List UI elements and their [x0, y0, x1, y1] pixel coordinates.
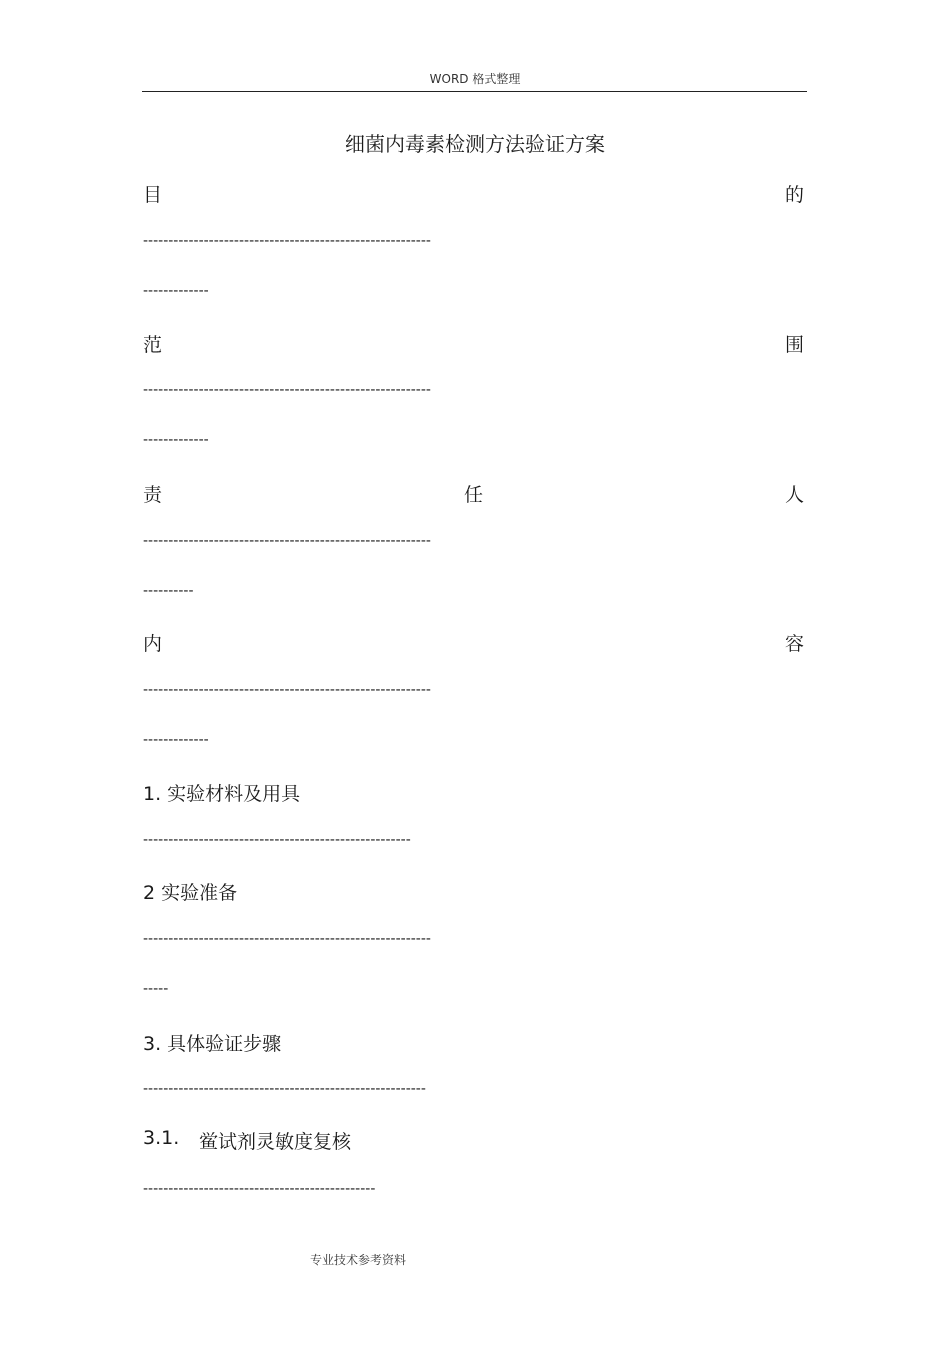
toc-purpose-leader-2: -------------: [143, 283, 209, 299]
toc-responsible-leader-1: ---------------------------------------------------------: [143, 533, 431, 549]
document-title: 细菌内毒素检测方法验证方案: [345, 132, 605, 156]
toc-section-3: 3. 具体验证步骤: [143, 1033, 282, 1055]
toc-purpose-left: 目: [143, 184, 163, 206]
toc-content-left: 内: [143, 633, 163, 655]
toc-section-3-1-number: 3.1.: [143, 1127, 180, 1149]
toc-purpose-leader-1: ---------------------------------------------------------: [143, 233, 431, 249]
toc-scope-leader-2: -------------: [143, 432, 209, 448]
toc-responsible-leader-2: ----------: [143, 583, 194, 599]
page-header: WORD 格式整理: [429, 72, 521, 86]
toc-section-1-leader: -----------------------------------------------------: [143, 832, 411, 848]
toc-content-right: 容: [785, 633, 805, 655]
page-footer: 专业技术参考资料: [310, 1253, 407, 1267]
toc-scope-leader-1: ---------------------------------------------------------: [143, 382, 431, 398]
toc-section-1: 1. 实验材料及用具: [143, 783, 301, 805]
toc-section-3-leader: --------------------------------------------------------: [143, 1081, 426, 1097]
toc-responsible-left: 责: [143, 484, 163, 506]
toc-section-2-leader-1: ---------------------------------------------------------: [143, 931, 431, 947]
toc-section-3-1-label: 鲎试剂灵敏度复核: [199, 1131, 352, 1153]
header-divider: [142, 91, 807, 92]
toc-responsible-middle: 任: [464, 484, 484, 506]
toc-scope-left: 范: [143, 334, 163, 356]
toc-section-2: 2 实验准备: [143, 882, 238, 904]
toc-content-leader-2: -------------: [143, 732, 209, 748]
toc-content-leader-1: ---------------------------------------------------------: [143, 682, 431, 698]
toc-scope-right: 围: [785, 334, 805, 356]
toc-section-3-1-leader: ----------------------------------------------: [143, 1181, 376, 1197]
toc-responsible-right: 人: [785, 484, 805, 506]
toc-section-2-leader-2: -----: [143, 981, 169, 997]
toc-purpose-right: 的: [785, 184, 805, 206]
